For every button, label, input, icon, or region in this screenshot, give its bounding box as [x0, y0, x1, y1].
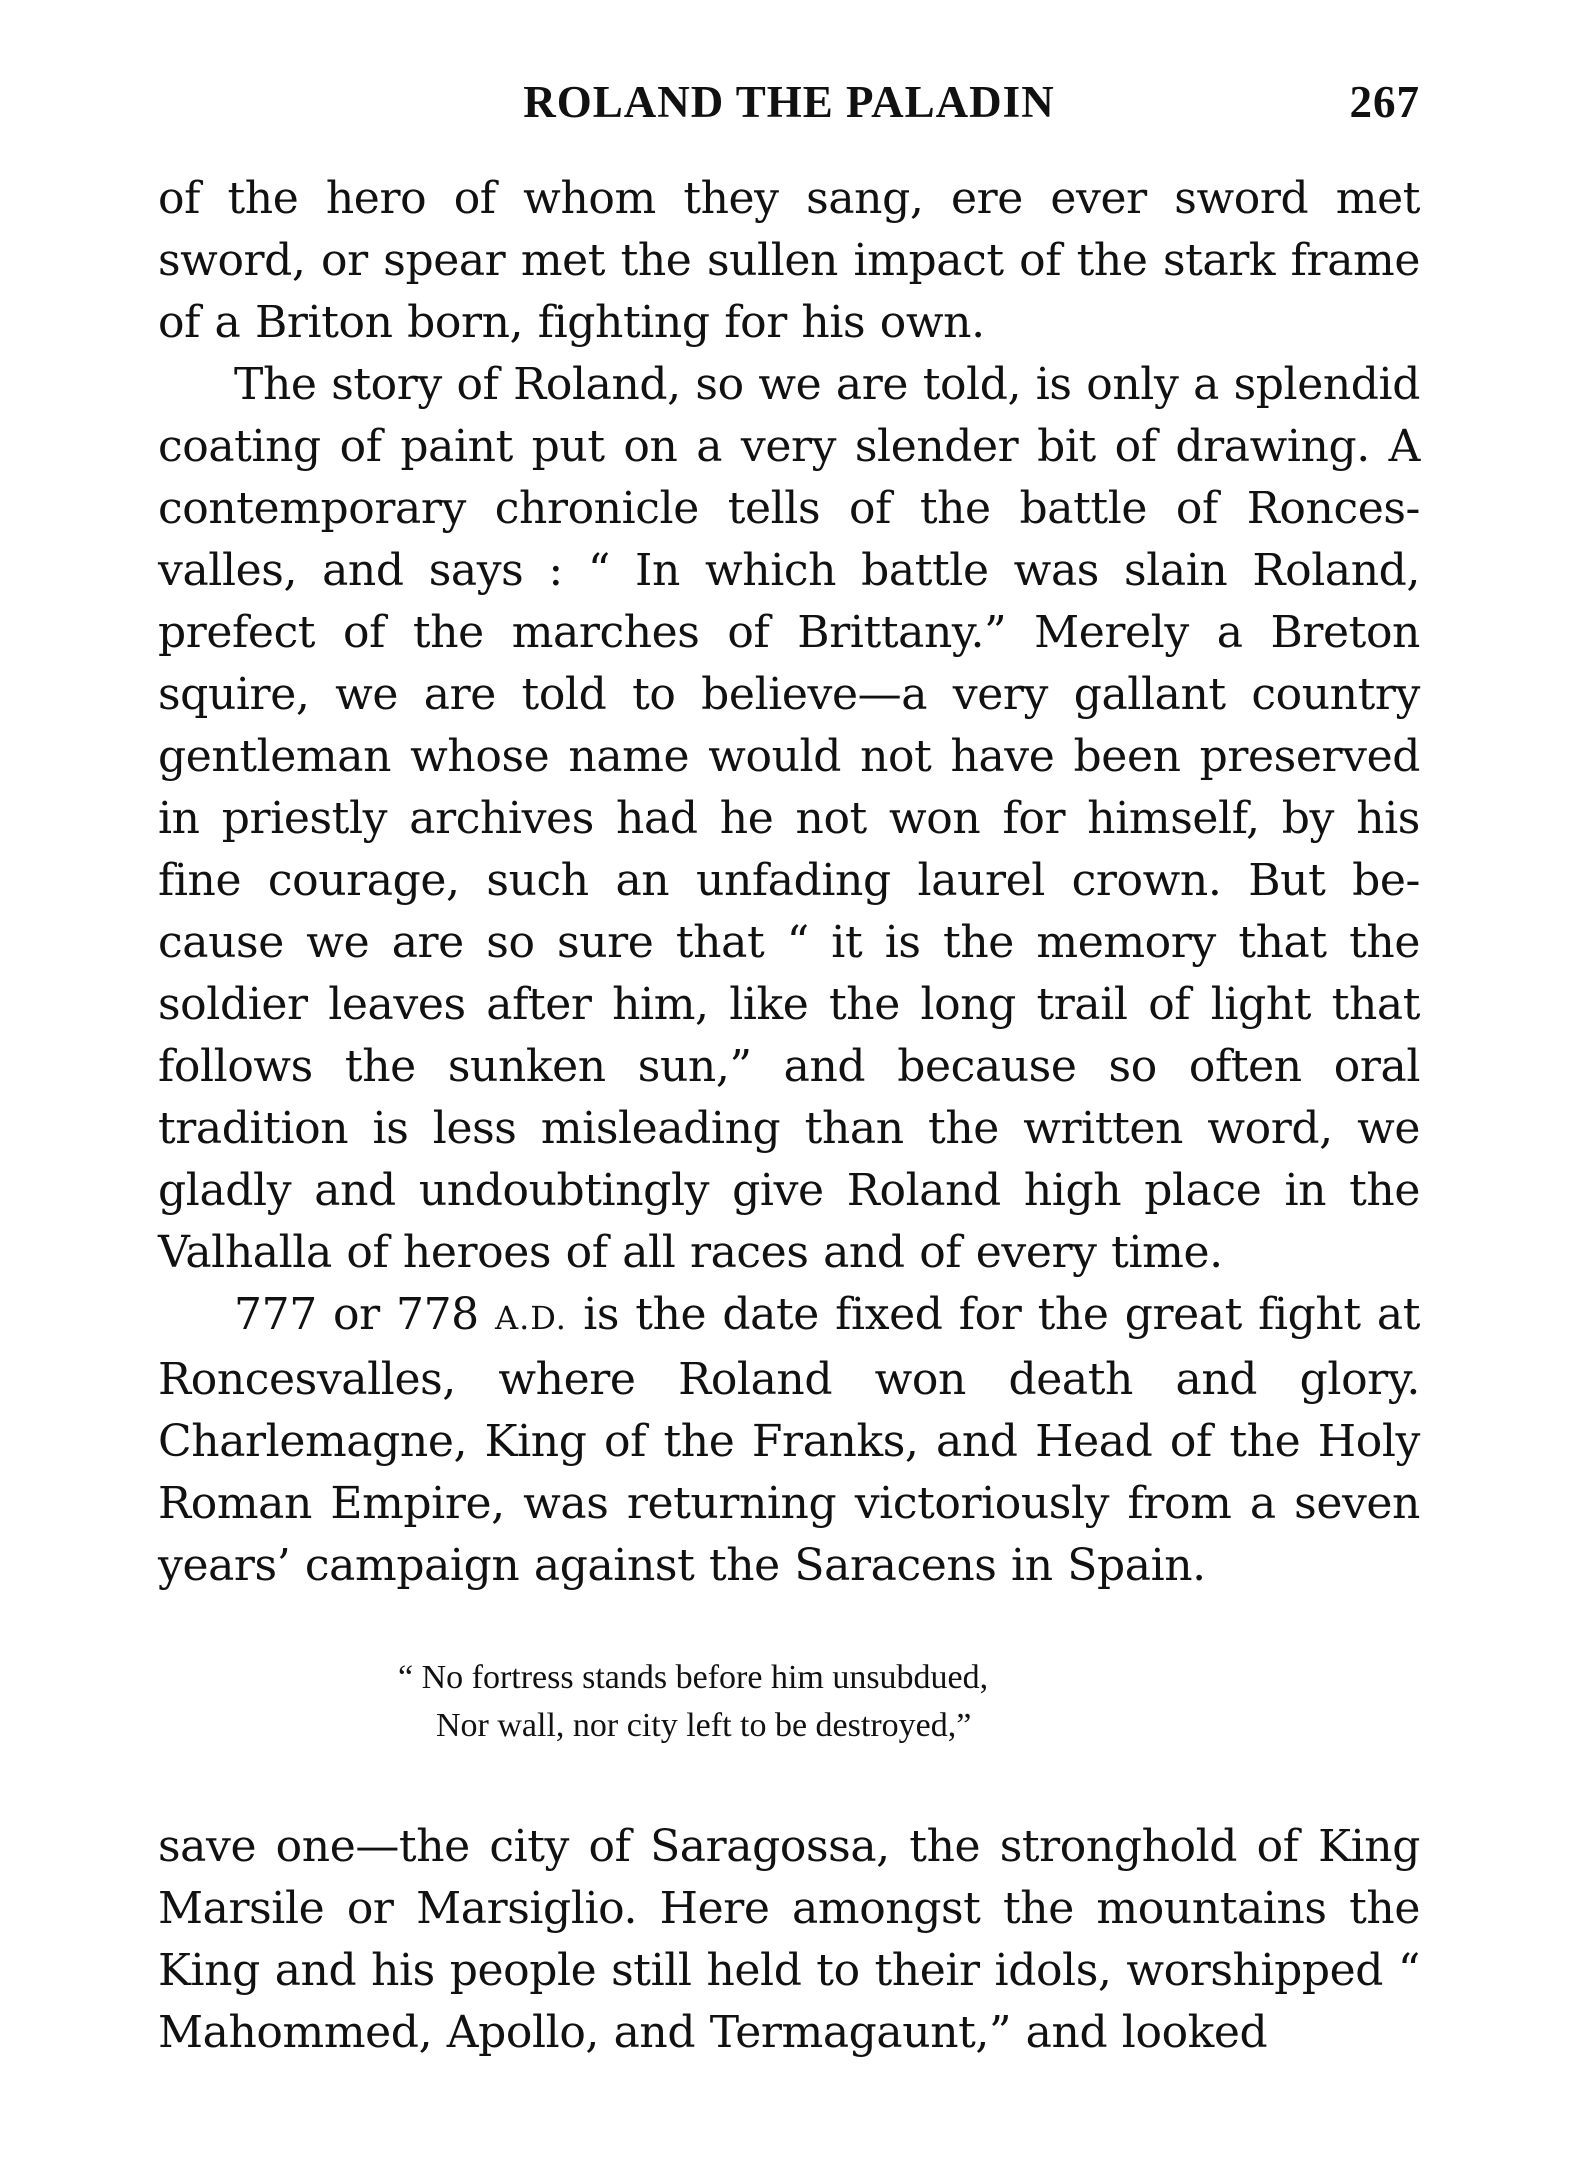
date-rest: is the date fixed for the great fight at Roncesvalles, where Roland won death and glory. Charlemagne, King of the Franks, and Head of the Holy Roman Empire, was returning victoriously from a seven years’ campaign against the Saracens in Spain.	[158, 1289, 1420, 1591]
verse-line-1: “ No fortress stands before him unsubdued,	[398, 1659, 989, 1696]
paragraph-date	[158, 1284, 1420, 1597]
date-lead: 777 or 778	[234, 1289, 495, 1340]
body-text-continued	[158, 1816, 1420, 2064]
body-text	[158, 168, 1420, 1597]
paragraph-roland-story: The story of Roland, so we are told, is only a splendid coating of paint put on a very slender bit of drawing. A contemporary chronicle tells of the battle of Ronces-valles, and says : “ In which battle was slain Roland, prefect of the marches of Brittany.” Merely a Breton squire, we are told to believe—a very gallant country gentleman whose name would not have been preserved in priestly archives had he not won for himself, by his fine courage, such an unfading laurel crown. But be-cause we are so sure that “ it is the memory that the soldier leaves after him, like the long trail of light that follows the sunken sun,” and because so often oral tradition is less misleading than the written word, we gladly and undoubtingly give Roland high place in the Valhalla of heroes of all races and of every time.	[158, 359, 1420, 1278]
era-abbrev: A.D.	[495, 1299, 567, 1337]
running-header	[158, 76, 1420, 136]
running-title: ROLAND THE PALADIN	[523, 77, 1055, 127]
page-number: 267	[1349, 77, 1420, 127]
paragraph-continued: of the hero of whom they sang, ere ever sword met sword, or spear met the sullen impact of the stark frame of a Briton born, fighting for his own.	[158, 173, 1420, 348]
verse-line-2: Nor wall, nor city left to be destroyed,”	[436, 1707, 972, 1744]
verse-quote	[398, 1654, 1198, 1750]
paragraph-saragossa: save one—the city of Saragossa, the stronghold of King Marsile or Marsiglio. Here amongst the mountains the King and his people still held to their idols, worshipped “ Mahommed, Apollo, and Termagaunt,” and looked	[158, 1821, 1420, 2058]
